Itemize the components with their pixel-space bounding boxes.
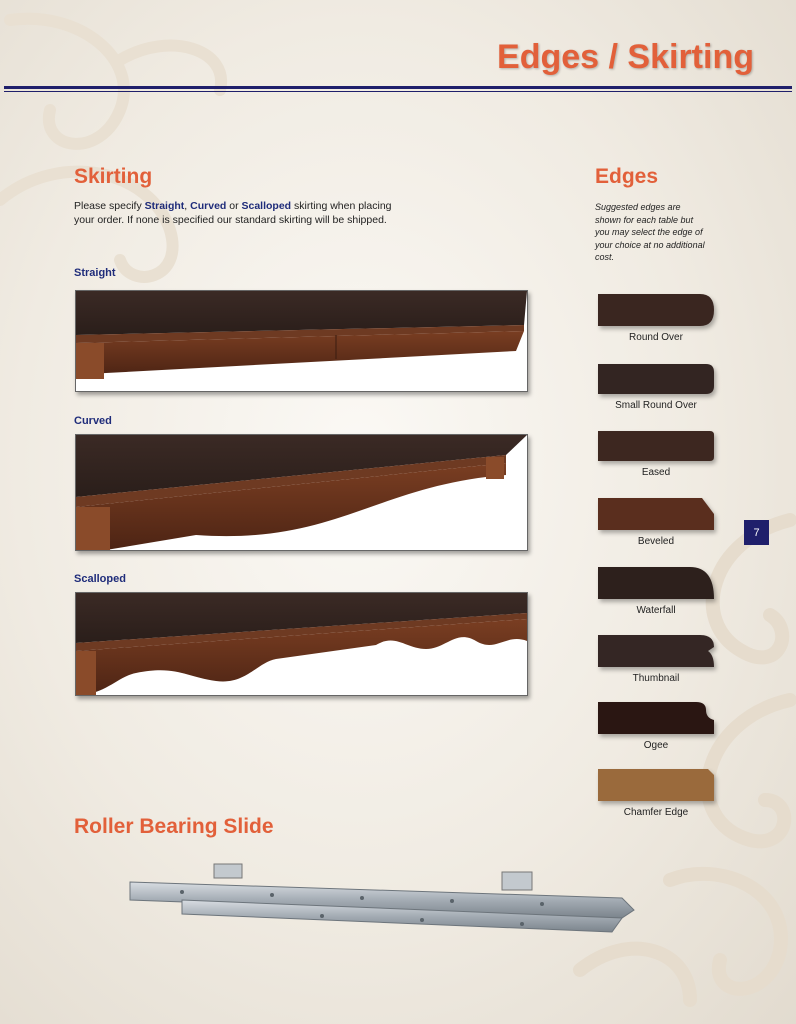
edge-label: Ogee	[643, 740, 669, 751]
edges-heading: Edges	[595, 165, 659, 188]
skirting-label-scalloped: Scalloped	[74, 573, 126, 585]
skirting-photo-curved	[75, 434, 528, 551]
edge-sample-waterfall	[581, 565, 731, 616]
edge-sample-chamfer-edge	[581, 767, 731, 818]
edge-sample-beveled	[581, 496, 731, 547]
edges-note: Suggested edges are shown for each table but you may select the edge of your choice at no additional cost.	[595, 202, 705, 262]
decorative-swirl-top-left	[0, 0, 260, 300]
page-number: 7	[744, 520, 769, 545]
page-title: Edges / Skirting	[497, 38, 754, 76]
edge-label: Round Over	[629, 332, 683, 343]
skirting-label-straight: Straight	[74, 267, 116, 279]
edge-label: Beveled	[637, 536, 675, 547]
edge-sample-eased	[581, 429, 731, 478]
roller-bearing-heading: Roller Bearing Slide	[74, 815, 274, 838]
edge-sample-round-over	[581, 292, 731, 343]
edge-sample-ogee	[581, 700, 731, 751]
skirting-intro: Please specify Straight, Curved or Scalloped skirting when placing your order. If none is specified our standard skirting will be shipped.	[74, 200, 392, 226]
roller-bearing-slide-photo	[122, 862, 642, 942]
edge-label: Chamfer Edge	[623, 807, 689, 818]
edge-label: Thumbnail	[632, 673, 680, 684]
header-rule-thin	[4, 91, 792, 92]
edge-label: Eased	[641, 467, 671, 478]
header-rule	[4, 86, 792, 89]
edge-label: Small Round Over	[615, 400, 697, 411]
edge-sample-small-round-over	[581, 362, 731, 411]
skirting-label-curved: Curved	[74, 415, 112, 427]
skirting-heading: Skirting	[74, 165, 153, 188]
edge-sample-thumbnail	[581, 633, 731, 684]
skirting-photo-scalloped	[75, 592, 528, 696]
edge-label: Waterfall	[636, 605, 676, 616]
skirting-photo-straight	[75, 290, 528, 392]
